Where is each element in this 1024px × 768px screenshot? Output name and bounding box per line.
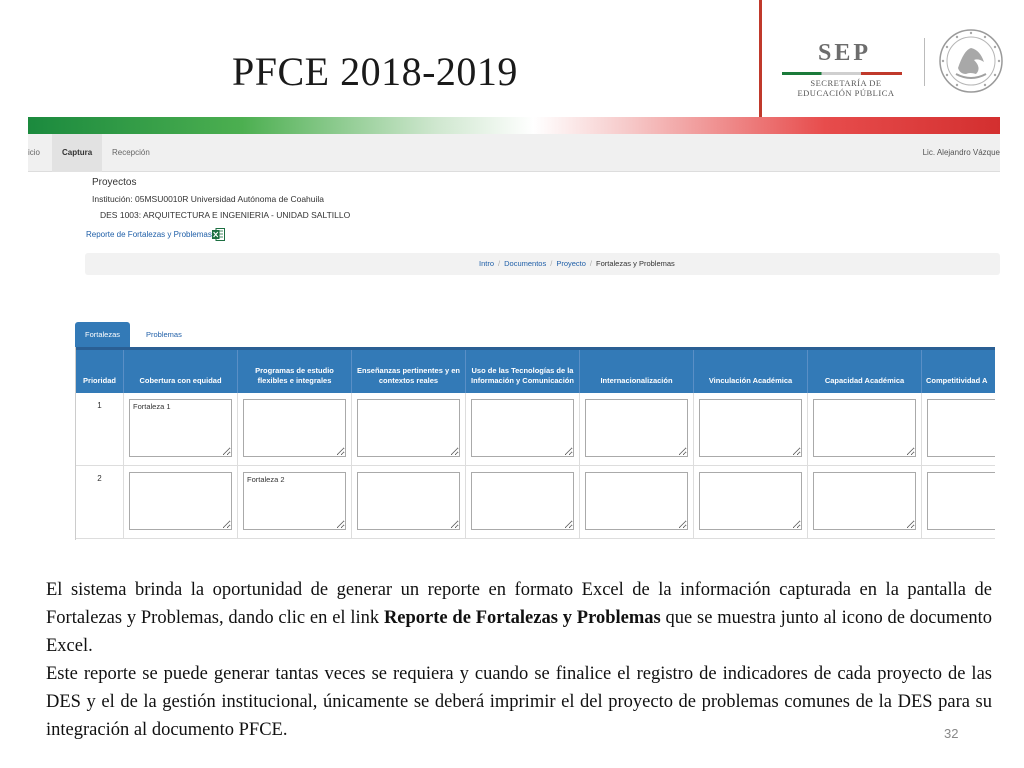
section-title: Proyectos — [92, 177, 137, 188]
fortalezas-grid — [75, 347, 995, 540]
fortaleza-textarea[interactable] — [699, 399, 802, 457]
institution-label: Institución: 05MSU0010R Universidad Autónoma de Coahuila — [92, 194, 324, 204]
top-navbar — [28, 134, 1000, 172]
report-link[interactable]: Reporte de Fortalezas y Problemas — [86, 230, 212, 239]
header-vinculacion: Vinculación Académica — [694, 350, 808, 393]
header-ensenanzas: Enseñanzas pertinentes y en contextos reales — [352, 350, 466, 393]
tricolor-band — [28, 117, 1000, 134]
page-number: 32 — [944, 726, 959, 741]
body-text — [46, 576, 992, 744]
header-cobertura: Cobertura con equidad — [124, 350, 238, 393]
fortaleza-textarea[interactable] — [927, 399, 995, 457]
mexican-seal-icon — [938, 28, 1004, 94]
fortaleza-textarea[interactable] — [129, 399, 232, 457]
breadcrumb-documentos[interactable]: Documentos — [504, 259, 547, 268]
fortaleza-textarea[interactable] — [813, 472, 916, 530]
header-programas: Programas de estudio flexibles e integrales — [238, 350, 352, 393]
nav-item-captura[interactable]: Captura — [52, 134, 102, 172]
app-screenshot — [28, 134, 1000, 544]
breadcrumb-proyecto[interactable]: Proyecto — [556, 259, 586, 268]
breadcrumb-intro[interactable]: Intro — [479, 259, 495, 268]
nav-item-recepcion[interactable]: Recepción — [112, 148, 150, 157]
priority-cell: 2 — [76, 466, 124, 538]
paragraph-1-bold: Reporte de Fortalezas y Problemas — [383, 608, 661, 628]
breadcrumb-bar — [85, 253, 1000, 275]
paragraph-1-text: El sistema brinda la oportunidad de generar un reporte en formato Excel de la información capturada en la pantalla de Fortalezas y Problemas, dando clic en el link — [46, 580, 992, 628]
header-prioridad: Prioridad — [76, 350, 124, 393]
paragraph-2: Este reporte se puede generar tantas veces se requiera y cuando se finalice el registro de indicadores de cada proyecto de las DES y el de la gestión institucional, únicamente se deberá imprimir el del proyecto de problemas comunes de la DES para su integración al documento PFCE. — [46, 664, 992, 740]
fortaleza-textarea[interactable] — [243, 399, 346, 457]
breadcrumb-separator: / — [498, 259, 501, 268]
fortaleza-textarea[interactable] — [927, 472, 995, 530]
slide-title: PFCE 2018-2019 — [232, 49, 518, 94]
header-capacidad: Capacidad Académica — [808, 350, 922, 393]
excel-file-icon[interactable] — [212, 228, 225, 241]
sep-logo — [782, 40, 912, 100]
fortaleza-textarea[interactable] — [129, 472, 232, 530]
fortaleza-textarea[interactable] — [471, 399, 574, 457]
table-row — [76, 393, 995, 466]
fortaleza-textarea[interactable] — [813, 399, 916, 457]
table-row — [76, 466, 995, 539]
user-name[interactable]: Lic. Alejandro Vázque — [922, 148, 1000, 157]
header-tic: Uso de las Tecnologías de la Información y Comunicación — [466, 350, 580, 393]
sep-logo-subtitle — [782, 78, 910, 98]
tab-fortalezas[interactable]: Fortalezas — [75, 322, 130, 347]
header-internacionalizacion: Internacionalización — [580, 350, 694, 393]
fortaleza-textarea[interactable] — [471, 472, 574, 530]
paragraph-1 — [46, 576, 992, 660]
nav-item-inicio[interactable]: icio — [28, 148, 41, 157]
fortaleza-textarea[interactable] — [357, 399, 460, 457]
breadcrumb-current: Fortalezas y Problemas — [596, 259, 675, 268]
breadcrumb-separator: / — [550, 259, 553, 268]
priority-cell: 1 — [76, 393, 124, 465]
header-divider-line — [759, 0, 762, 118]
sep-logo-line2: EDUCACIÓN PÚBLICA — [797, 88, 895, 98]
breadcrumb — [479, 253, 675, 275]
sep-logo-tricolor-line — [782, 72, 902, 75]
sep-logo-text: SEP — [818, 40, 872, 66]
fortaleza-textarea[interactable] — [585, 472, 688, 530]
header-competitividad: Competitividad A — [922, 350, 995, 393]
sep-logo-line1: SECRETARÍA DE — [810, 78, 882, 88]
tab-problemas[interactable]: Problemas — [146, 330, 182, 339]
fortaleza-textarea[interactable] — [699, 472, 802, 530]
logo-divider — [924, 38, 925, 86]
fortaleza-textarea[interactable] — [585, 399, 688, 457]
grid-header — [76, 347, 995, 393]
des-label: DES 1003: ARQUITECTURA E INGENIERIA - UNIDAD SALTILLO — [100, 210, 351, 220]
paragraph-1-tail: que se muestra junto al icono de documento Excel. — [46, 608, 992, 656]
fortaleza-textarea[interactable] — [243, 472, 346, 530]
fortaleza-textarea[interactable] — [357, 472, 460, 530]
breadcrumb-separator: / — [589, 259, 593, 268]
